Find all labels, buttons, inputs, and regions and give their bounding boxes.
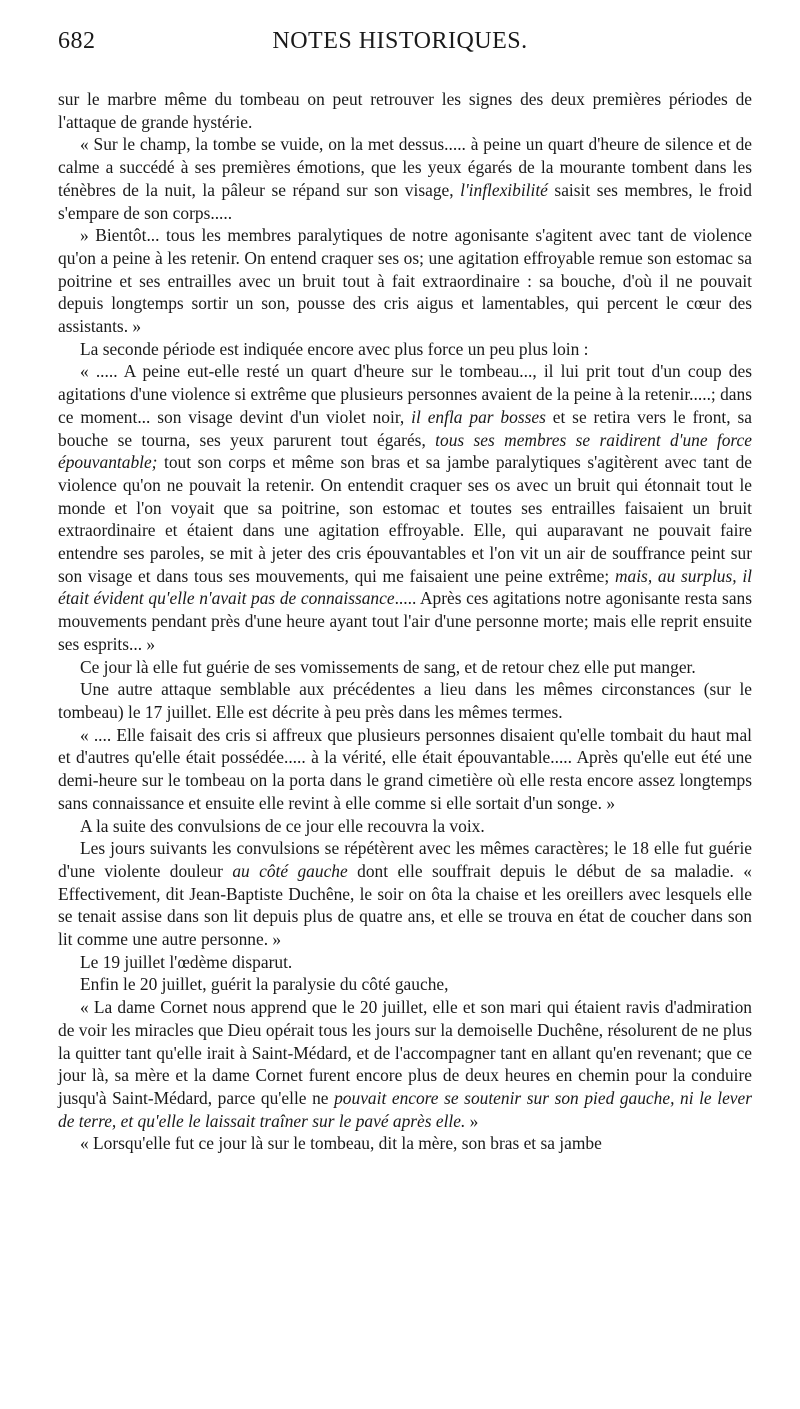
paragraph: [58, 815, 752, 838]
paragraph: [58, 656, 752, 679]
italic-text: il enfla par bosses: [411, 406, 546, 427]
paragraph: [58, 996, 752, 1132]
italic-text: l'inflexibilité: [460, 179, 548, 200]
text-run: » Bientôt... tous les membres paralytiques de notre agonisante s'agitent avec tant de violence qu'on a peine à les retenir. On entend craquer ses os; une agitation effroyable remue son estomac sa poitrine et ses entrailles avec un bruit tout à fait extraordinaire : sa bouche, d'où il ne pouvait depuis longtemps sortir un son, pousse des cris aigus et lamentables, qui percent le cœur des assistants. »: [58, 225, 752, 337]
text-run: « .... Elle faisait des cris si affreux que plusieurs personnes disaient qu'elle tombait du haut mal et d'autres qu'elle était possédée..... à la vérité, elle était épouvantable..... Après qu'elle eut été une demi-heure sur le tombeau on la porta dans le grand cimetière où elle resta encore assez longtemps sans connaissance et ensuite elle revint à elle comme si elle sortait d'un songe. »: [58, 724, 752, 813]
paragraph: [58, 224, 752, 338]
text-run: sur le marbre même du tombeau on peut retrouver les signes des deux premières périodes de l'attaque de grande hystérie.: [58, 89, 752, 132]
running-title: NOTES HISTORIQUES.: [272, 28, 528, 54]
paragraph: [58, 88, 752, 133]
paragraph: [58, 678, 752, 723]
text-run: Enfin le 20 juillet, guérit la paralysie du côté gauche,: [80, 974, 449, 995]
paragraph: [58, 837, 752, 951]
running-header: [46, 18, 754, 58]
text-run: « ..... A peine eut-elle resté un quart d'heure sur le tombeau..., il lui prit tout d'un coup des agitations d'une violence si extrême que plusieurs personnes avaient de la peine à la retenir.....; dans ce moment... son visage devint d'un violet noir,: [58, 361, 752, 427]
italic-text: pouvait encore se soutenir sur son pied gauche, ni le lever de terre, et qu'elle le laissait traîner sur le pavé après elle.: [58, 1087, 752, 1131]
paragraph: [58, 973, 752, 996]
body-text: [58, 88, 752, 1155]
page-number: 682: [58, 28, 96, 54]
text-run: Le 19 juillet l'œdème disparut.: [80, 951, 293, 972]
text-run: Ce jour là elle fut guérie de ses vomissements de sang, et de retour chez elle put manger.: [80, 656, 696, 677]
text-run: »: [465, 1110, 479, 1131]
text-run: Les jours suivants les convulsions se répétèrent avec les mêmes caractères; le 18 elle fut guérie d'une violente douleur: [58, 838, 752, 881]
text-run: dont elle souffrait depuis le début de sa maladie. « Effectivement, dit Jean-Baptiste Duchêne, le soir on ôta la chaise et les oreillers avec lesquels elle se tenait assise dans son lit depuis plus de quatre ans, et elle se trouva en état de coucher dans son lit comme une autre personne. »: [58, 860, 753, 950]
text-run: « Lorsqu'elle fut ce jour là sur le tombeau, dit la mère, son bras et sa jambe: [80, 1133, 602, 1154]
text-run: ..... Après ces agitations notre agonisante resta sans mouvements pendant près d'une heure ayant tout l'air d'une personne morte; mais elle reprit ensuite ses esprits... »: [58, 588, 753, 654]
paragraph: [58, 360, 752, 655]
text-run: Une autre attaque semblable aux précédentes a lieu dans les mêmes circonstances (sur le tombeau) le 17 juillet. Elle est décrite à peu près dans les mêmes termes.: [58, 679, 752, 722]
text-run: tout son corps et même son bras et sa jambe paralytiques s'agitèrent avec tant de violence qu'on ne pouvait la retenir. On entendit craquer ses os avec un bruit qui étonnait tout le monde et l'on voyait que sa poitrine, son estomac et toutes ses entrailles faisaient un bruit extraordinaire et étaient dans une agitation effroyable. Elle, qui auparavant ne pouvait faire entendre ses paroles, se mit à jeter des cris épouvantables et l'on vit un air de souffrance peint sur son visage et dans tous ses mouvements, qui me faisaient une peine extrême;: [58, 452, 752, 586]
paragraph: [58, 724, 752, 815]
text-run: « La dame Cornet nous apprend que le 20 juillet, elle et son mari qui étaient ravis d'admiration de voir les miracles que Dieu opérait tous les jours sur la demoiselle Duchêne, résolurent de ne plus la quitter tant qu'elle irait à Saint-Médard, et de l'accompagner tant en allant qu'en revenant; que ce jour là, sa mère et la dame Cornet furent encore plus de deux heures en chemin pour la conduire jusqu'à Saint-Médard, parce qu'elle ne: [58, 997, 752, 1108]
text-run: saisit ses membres, le froid s'empare de son corps.....: [58, 179, 752, 223]
italic-text: mais, au surplus, il était évident qu'elle n'avait pas de connaissance: [58, 565, 752, 609]
paragraph: [58, 1132, 752, 1155]
text-run: La seconde période est indiquée encore avec plus force un peu plus loin :: [80, 338, 589, 359]
paragraph: [58, 951, 752, 974]
italic-text: tous ses membres se raidirent d'une force épouvantable;: [58, 429, 752, 473]
paragraph: [58, 133, 752, 224]
text-run: « Sur le champ, la tombe se vuide, on la met dessus..... à peine un quart d'heure de silence et de calme a succédé à ses premières émotions, que les yeux égarés de la mourante tombent dans les ténèbres de la nuit, la pâleur se répand sur son visage,: [58, 134, 752, 200]
italic-text: au côté gauche: [232, 860, 348, 881]
text-run: et se retira vers le front, sa bouche se tourna, ses yeux parurent tout égarés,: [58, 406, 752, 450]
text-run: A la suite des convulsions de ce jour elle recouvra la voix.: [80, 815, 485, 836]
paragraph: [58, 338, 752, 361]
